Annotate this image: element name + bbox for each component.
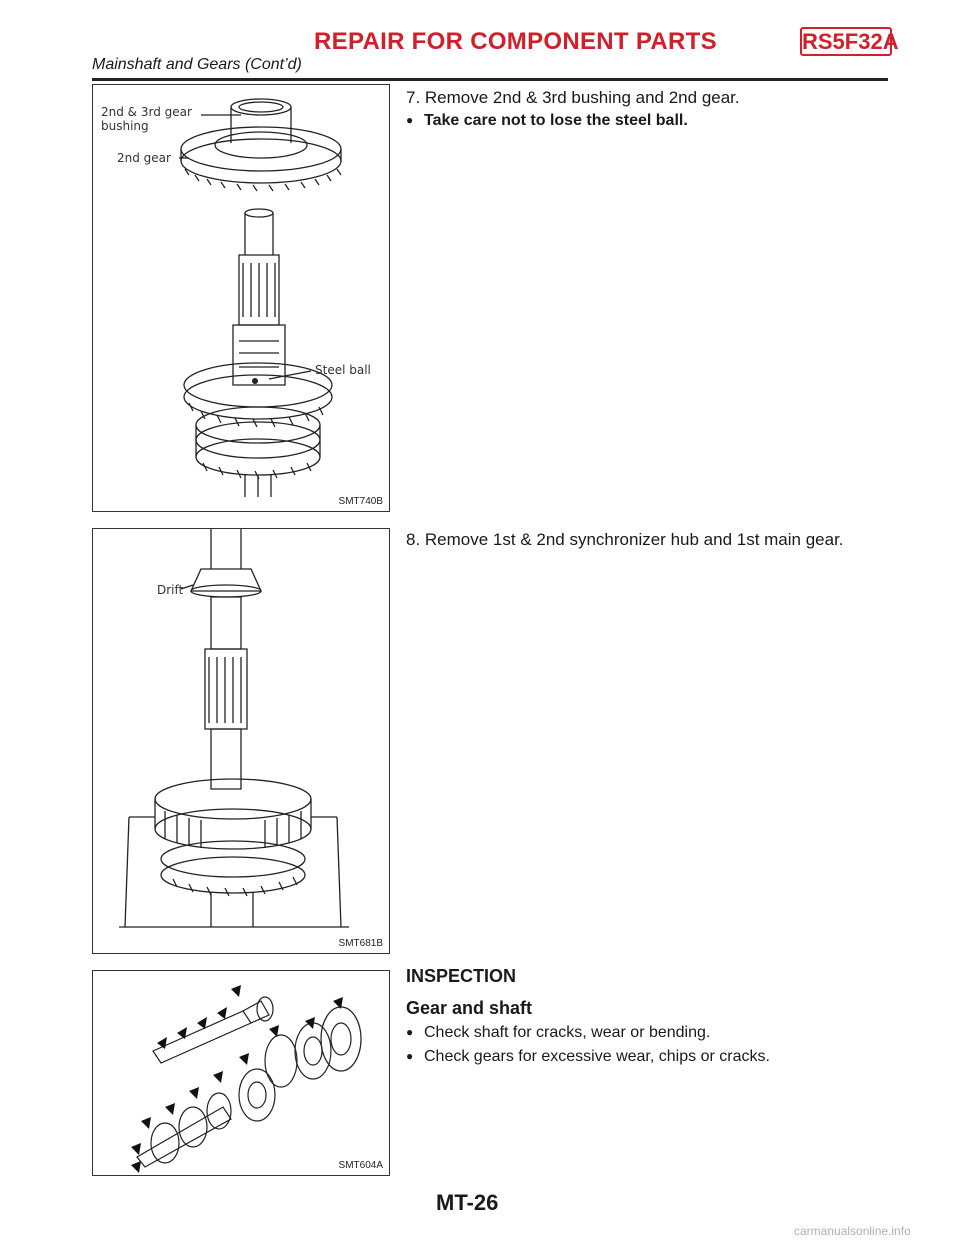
bullet-icon: ● bbox=[406, 1025, 414, 1039]
inspection-item-1 bbox=[406, 1024, 710, 1042]
step-7: 7. Remove 2nd & 3rd bushing and 2nd gear. bbox=[406, 88, 740, 107]
drift-press-illustration bbox=[93, 529, 389, 953]
figure-id: SMT604A bbox=[338, 1160, 383, 1171]
figure-id: SMT740B bbox=[338, 496, 383, 507]
figure-smt740b bbox=[92, 84, 390, 512]
watermark: carmanualsonline.info bbox=[794, 1224, 911, 1238]
section-subtitle: Mainshaft and Gears (Cont’d) bbox=[92, 56, 302, 73]
callout-bushing-cont: bushing bbox=[101, 119, 149, 133]
model-badge: RS5F32A bbox=[802, 29, 899, 54]
callout-2nd-gear: 2nd gear bbox=[117, 151, 171, 165]
inspection-item-text: Check gears for excessive wear, chips or cracks. bbox=[424, 1048, 770, 1065]
gears-inspection-illustration bbox=[93, 971, 389, 1175]
bullet-icon: ● bbox=[406, 1049, 414, 1063]
inspection-heading: INSPECTION bbox=[406, 966, 517, 986]
step-8: 8. Remove 1st & 2nd synchronizer hub and 1st main gear. bbox=[406, 530, 844, 549]
gear-shaft-subheading: Gear and shaft bbox=[406, 998, 533, 1018]
callout-steel-ball: Steel ball bbox=[315, 363, 371, 377]
page-number: MT-26 bbox=[436, 1190, 499, 1215]
figure-smt681b bbox=[92, 528, 390, 954]
page-title: REPAIR FOR COMPONENT PARTS bbox=[314, 28, 717, 55]
step-7-note-text: Take care not to lose the steel ball. bbox=[424, 112, 688, 129]
mainshaft-bushing-illustration bbox=[93, 85, 389, 511]
bullet-icon: ● bbox=[406, 113, 414, 127]
figure-smt604a bbox=[92, 970, 390, 1176]
step-7-note bbox=[406, 112, 688, 130]
inspection-item-text: Check shaft for cracks, wear or bending. bbox=[424, 1024, 711, 1041]
header-divider bbox=[92, 78, 888, 81]
callout-drift: Drift bbox=[157, 583, 184, 597]
inspection-item-2 bbox=[406, 1048, 770, 1066]
callout-bushing: 2nd & 3rd gear bbox=[101, 105, 192, 119]
figure-id: SMT681B bbox=[338, 938, 383, 949]
